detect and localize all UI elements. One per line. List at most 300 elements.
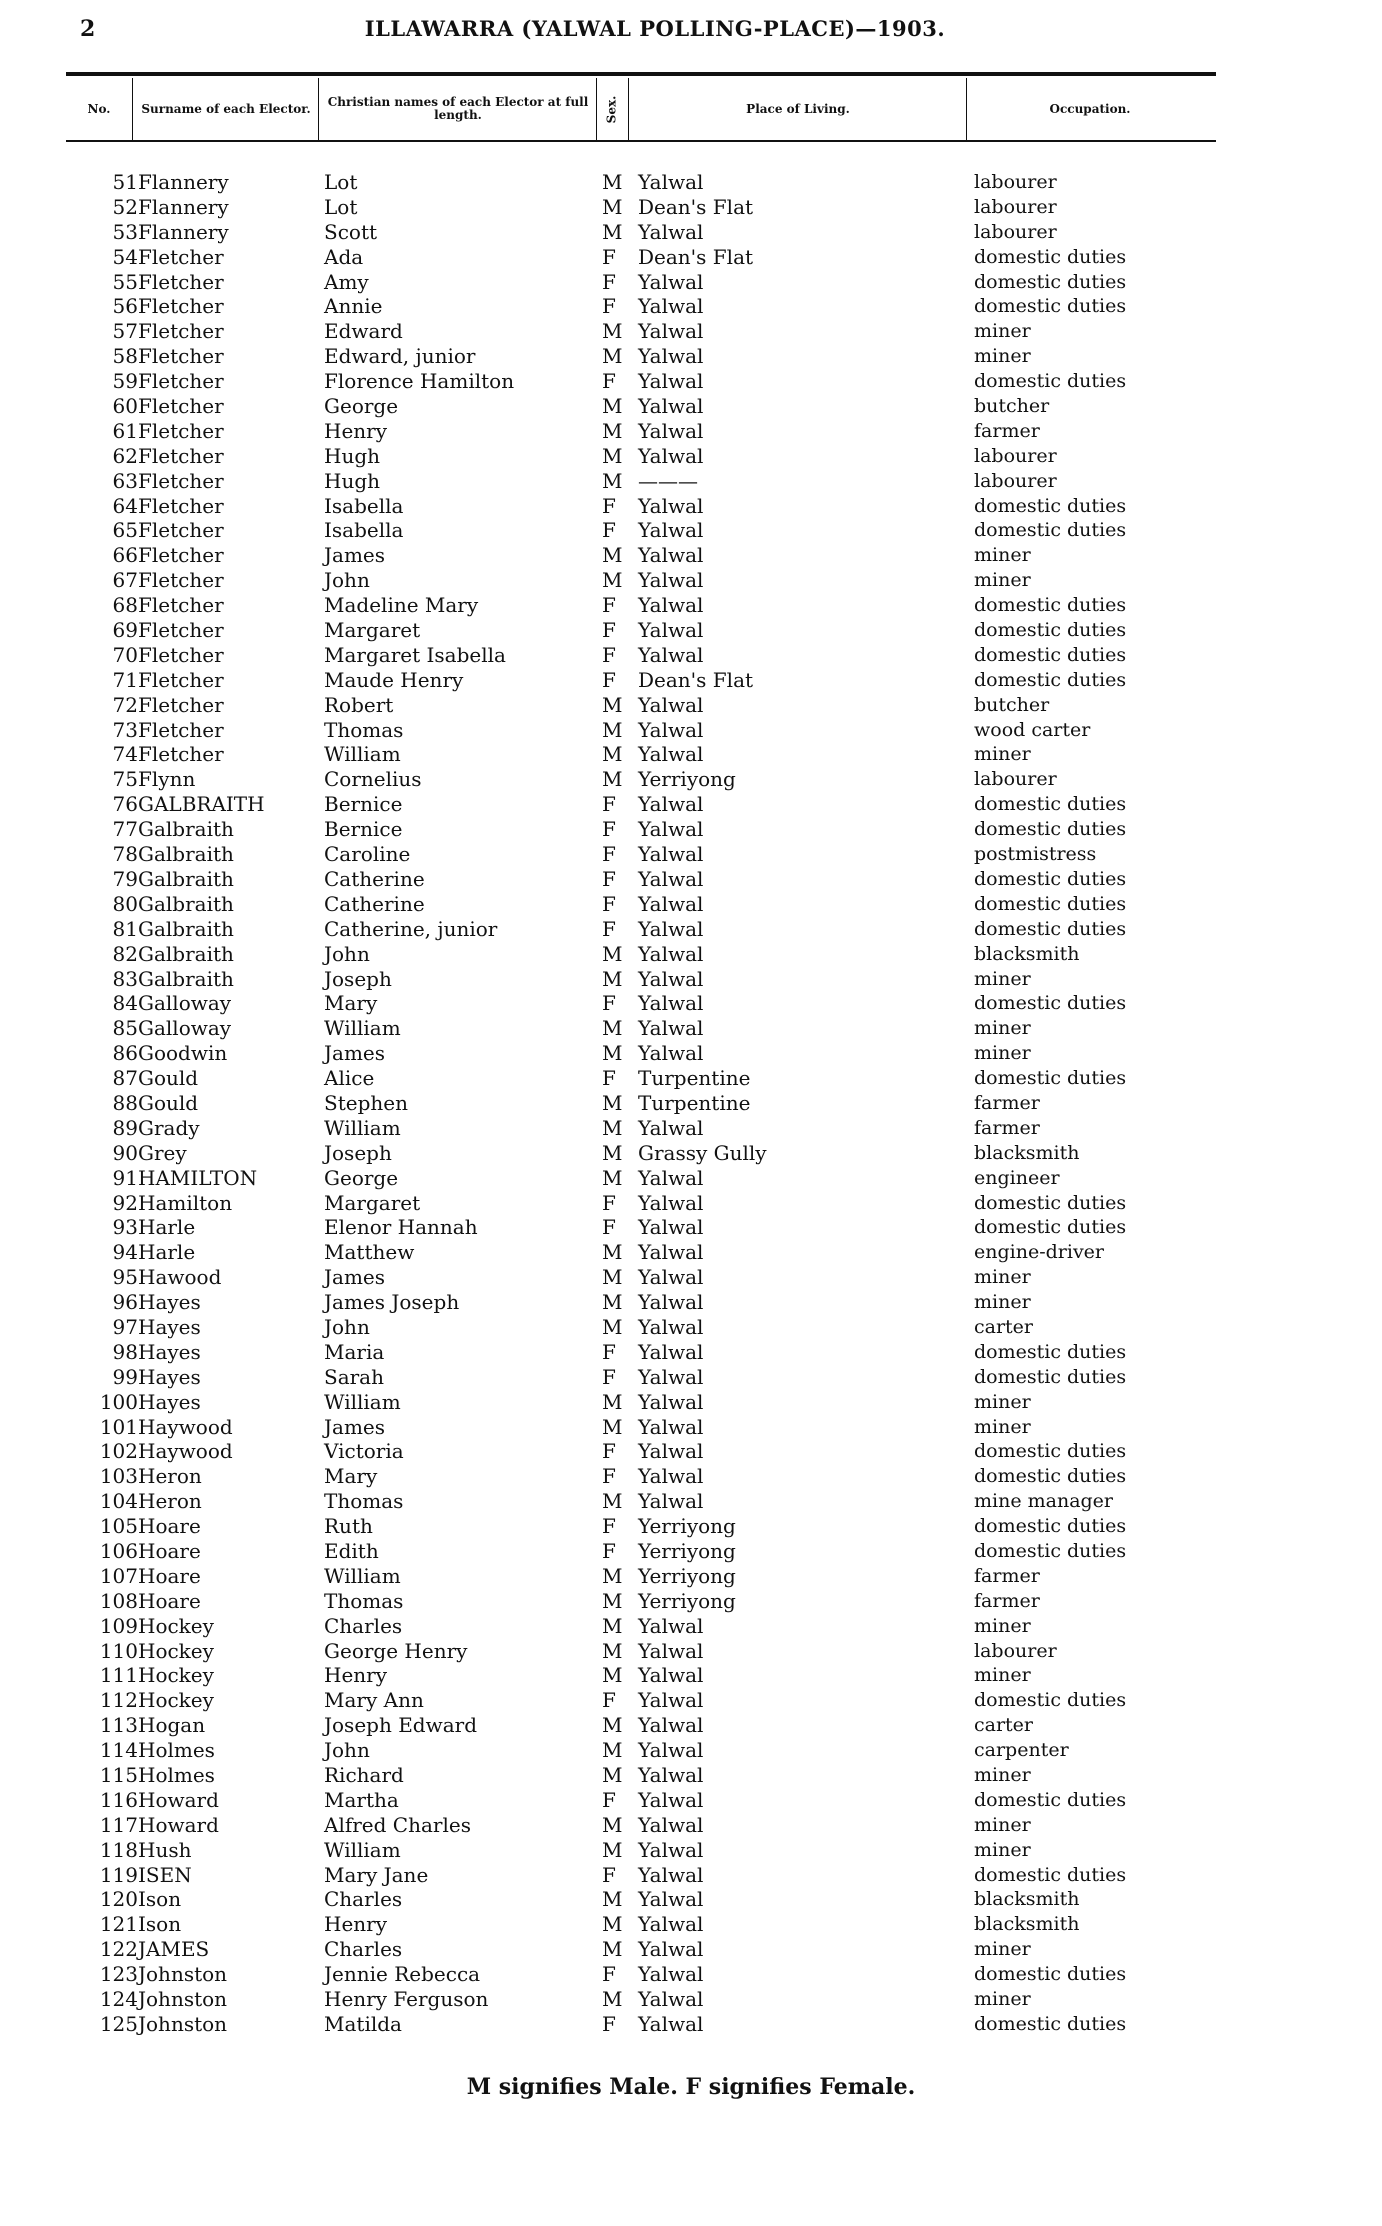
elector-surname: Galloway: [138, 991, 232, 1016]
elector-place-of-living: Yalwal: [638, 418, 704, 443]
col-header-no: No.: [87, 101, 111, 116]
elector-number: 98: [112, 1339, 138, 1364]
elector-surname: Fletcher: [138, 319, 224, 344]
elector-number: 122: [99, 1937, 138, 1962]
elector-number: 99: [112, 1364, 138, 1389]
elector-sex: M: [602, 394, 623, 419]
elector-occupation: domestic duties: [974, 917, 1127, 940]
elector-number: 77: [112, 817, 138, 842]
elector-number: 83: [112, 966, 138, 991]
elector-occupation: miner: [974, 1042, 1031, 1065]
table-row: [66, 543, 1216, 568]
elector-occupation: domestic duties: [974, 867, 1127, 890]
elector-surname: Hockey: [138, 1688, 214, 1713]
elector-christian-names: William: [324, 742, 401, 767]
elector-occupation: miner: [974, 1390, 1031, 1413]
elector-place-of-living: Yalwal: [638, 842, 704, 867]
elector-place-of-living: Yalwal: [638, 1364, 704, 1389]
elector-christian-names: Bernice: [324, 792, 403, 817]
table-row: [66, 1589, 1216, 1614]
elector-place-of-living: Yalwal: [638, 1638, 704, 1663]
elector-occupation: domestic duties: [974, 892, 1127, 915]
elector-place-of-living: Yerriyong: [638, 1588, 736, 1613]
elector-number: 62: [112, 443, 138, 468]
elector-occupation: miner: [974, 967, 1031, 990]
elector-sex: F: [602, 916, 616, 941]
elector-sex: F: [602, 1538, 616, 1563]
elector-christian-names: Joseph: [324, 966, 392, 991]
elector-sex: M: [602, 1489, 623, 1514]
elector-surname: Hawood: [138, 1265, 222, 1290]
elector-place-of-living: Yalwal: [638, 1489, 704, 1514]
elector-surname: Goodwin: [138, 1041, 228, 1066]
elector-number: 125: [99, 2011, 138, 2036]
elector-sex: M: [602, 1290, 623, 1315]
elector-sex: M: [602, 717, 623, 742]
elector-number: 55: [112, 269, 138, 294]
elector-occupation: miner: [974, 1838, 1031, 1861]
elector-christian-names: Margaret Isabella: [324, 642, 506, 667]
elector-surname: JAMES: [138, 1937, 210, 1962]
col-divider: [132, 78, 133, 140]
elector-number: 86: [112, 1041, 138, 1066]
elector-number: 117: [99, 1812, 138, 1837]
elector-surname: Hayes: [138, 1314, 201, 1339]
elector-christian-names: Henry Ferguson: [324, 1987, 489, 2012]
elector-occupation: engine-driver: [974, 1241, 1105, 1264]
elector-occupation: labourer: [974, 195, 1057, 218]
elector-number: 124: [99, 1987, 138, 2012]
elector-sex: F: [602, 618, 616, 643]
elector-occupation: domestic duties: [974, 1689, 1127, 1712]
header-rule: [66, 72, 1216, 76]
elector-christian-names: Lot: [324, 194, 358, 219]
elector-occupation: miner: [974, 1266, 1031, 1289]
elector-sex: M: [602, 468, 623, 493]
elector-number: 116: [99, 1787, 138, 1812]
elector-sex: F: [602, 642, 616, 667]
elector-place-of-living: Yerriyong: [638, 767, 736, 792]
elector-christian-names: James: [324, 543, 386, 568]
elector-occupation: carpenter: [974, 1739, 1069, 1762]
elector-sex: F: [602, 1787, 616, 1812]
elector-place-of-living: Yalwal: [638, 1115, 704, 1140]
elector-place-of-living: Yalwal: [638, 170, 704, 194]
elector-number: 68: [112, 593, 138, 618]
elector-christian-names: Henry: [324, 1912, 388, 1937]
elector-christian-names: Jennie Rebecca: [324, 1962, 481, 1987]
elector-sex: M: [602, 1563, 623, 1588]
table-row: [66, 1564, 1216, 1589]
elector-number: 60: [112, 394, 138, 419]
elector-sex: F: [602, 244, 616, 269]
elector-place-of-living: Yalwal: [638, 1887, 704, 1912]
table-row: [66, 718, 1216, 743]
table-row: [66, 618, 1216, 643]
elector-sex: M: [602, 543, 623, 568]
elector-occupation: miner: [974, 1938, 1031, 1961]
table-row: [66, 1614, 1216, 1639]
elector-number: 105: [99, 1514, 138, 1539]
table-row: [66, 842, 1216, 867]
elector-place-of-living: Yerriyong: [638, 1538, 736, 1563]
elector-occupation: butcher: [974, 693, 1050, 716]
elector-number: 79: [112, 866, 138, 891]
elector-occupation: farmer: [974, 1564, 1040, 1587]
elector-occupation: domestic duties: [974, 793, 1127, 816]
elector-number: 51: [112, 170, 138, 194]
elector-place-of-living: Yalwal: [638, 1937, 704, 1962]
elector-list: [66, 170, 1216, 2037]
elector-sex: M: [602, 1165, 623, 1190]
elector-number: 59: [112, 369, 138, 394]
elector-sex: F: [602, 891, 616, 916]
elector-sex: M: [602, 1663, 623, 1688]
elector-place-of-living: Yalwal: [638, 742, 704, 767]
elector-number: 103: [99, 1464, 138, 1489]
elector-surname: Fletcher: [138, 394, 224, 419]
elector-occupation: domestic duties: [974, 370, 1127, 393]
elector-christian-names: Alice: [324, 1066, 375, 1091]
elector-place-of-living: Yalwal: [638, 717, 704, 742]
elector-place-of-living: Yalwal: [638, 2011, 704, 2036]
table-row: [66, 1315, 1216, 1340]
page-title: ILLAWARRA (YALWAL POLLING-PLACE)—1903.: [364, 16, 946, 41]
elector-sex: M: [602, 1837, 623, 1862]
table-row: [66, 469, 1216, 494]
elector-surname: Fletcher: [138, 692, 224, 717]
elector-surname: Hogan: [138, 1713, 206, 1738]
elector-occupation: miner: [974, 345, 1031, 368]
page-number: 2: [80, 16, 96, 42]
elector-sex: M: [602, 1887, 623, 1912]
table-row: [66, 270, 1216, 295]
elector-number: 92: [112, 1190, 138, 1215]
elector-place-of-living: Grassy Gully: [638, 1140, 767, 1165]
elector-number: 87: [112, 1066, 138, 1091]
table-row: [66, 1489, 1216, 1514]
elector-occupation: labourer: [974, 1639, 1057, 1662]
elector-place-of-living: Yalwal: [638, 294, 704, 319]
elector-number: 85: [112, 1016, 138, 1041]
elector-place-of-living: Yalwal: [638, 568, 704, 593]
elector-occupation: butcher: [974, 395, 1050, 418]
elector-christian-names: Ada: [324, 244, 364, 269]
elector-surname: Hoare: [138, 1563, 201, 1588]
elector-place-of-living: Yalwal: [638, 916, 704, 941]
elector-sex: F: [602, 1464, 616, 1489]
elector-number: 106: [99, 1538, 138, 1563]
elector-place-of-living: Yalwal: [638, 1016, 704, 1041]
elector-number: 95: [112, 1265, 138, 1290]
elector-christian-names: Edith: [324, 1538, 379, 1563]
elector-place-of-living: Yalwal: [638, 1787, 704, 1812]
elector-surname: Haywood: [138, 1439, 233, 1464]
elector-sex: M: [602, 1987, 623, 2012]
elector-christian-names: Alfred Charles: [324, 1812, 471, 1837]
elector-place-of-living: Dean's Flat: [638, 194, 754, 219]
elector-sex: M: [602, 568, 623, 593]
col-divider: [628, 78, 629, 140]
table-row: [66, 792, 1216, 817]
elector-place-of-living: Yalwal: [638, 1738, 704, 1763]
elector-occupation: domestic duties: [974, 1365, 1127, 1388]
elector-sex: M: [602, 418, 623, 443]
page-header: [80, 12, 1230, 56]
table-row: [66, 494, 1216, 519]
elector-sex: F: [602, 1688, 616, 1713]
elector-surname: Hamilton: [138, 1190, 233, 1215]
elector-number: 80: [112, 891, 138, 916]
elector-sex: M: [602, 1738, 623, 1763]
elector-christian-names: John: [324, 568, 370, 593]
table-row: [66, 1016, 1216, 1041]
elector-sex: M: [602, 443, 623, 468]
elector-occupation: domestic duties: [974, 1191, 1127, 1214]
elector-occupation: domestic duties: [974, 643, 1127, 666]
table-row: [66, 1415, 1216, 1440]
elector-surname: Flannery: [138, 194, 229, 219]
elector-number: 74: [112, 742, 138, 767]
table-row: [66, 1439, 1216, 1464]
elector-sex: M: [602, 1115, 623, 1140]
elector-place-of-living: Yalwal: [638, 319, 704, 344]
table-row: [66, 892, 1216, 917]
elector-occupation: miner: [974, 1664, 1031, 1687]
elector-surname: Ison: [138, 1912, 182, 1937]
elector-christian-names: Maude Henry: [324, 667, 464, 692]
elector-place-of-living: Yalwal: [638, 1215, 704, 1240]
elector-surname: Fletcher: [138, 518, 224, 543]
elector-occupation: miner: [974, 1614, 1031, 1637]
elector-number: 97: [112, 1314, 138, 1339]
table-row: [66, 1390, 1216, 1415]
table-row: [66, 1066, 1216, 1091]
table-row: [66, 369, 1216, 394]
elector-number: 102: [99, 1439, 138, 1464]
elector-surname: Galbraith: [138, 891, 234, 916]
col-header-sex: [598, 78, 626, 140]
table-row: [66, 170, 1216, 195]
col-header-sex-label: Sex.: [604, 95, 619, 123]
elector-place-of-living: Yalwal: [638, 394, 704, 419]
elector-sex: M: [602, 1713, 623, 1738]
elector-christian-names: Elenor Hannah: [324, 1215, 478, 1240]
elector-place-of-living: Yalwal: [638, 1812, 704, 1837]
elector-place-of-living: Yalwal: [638, 1987, 704, 2012]
elector-surname: Howard: [138, 1812, 219, 1837]
elector-occupation: engineer: [974, 1166, 1060, 1189]
elector-sex: F: [602, 1339, 616, 1364]
table-row: [66, 1838, 1216, 1863]
elector-surname: Holmes: [138, 1763, 215, 1787]
elector-sex: M: [602, 1414, 623, 1439]
elector-surname: Howard: [138, 1787, 219, 1812]
table-row: [66, 1091, 1216, 1116]
elector-christian-names: Florence Hamilton: [324, 369, 515, 394]
table-row: [66, 1639, 1216, 1664]
elector-place-of-living: Yalwal: [638, 1165, 704, 1190]
elector-christian-names: James: [324, 1265, 386, 1290]
elector-surname: Hockey: [138, 1638, 214, 1663]
table-row: [66, 1863, 1216, 1888]
elector-surname: Fletcher: [138, 443, 224, 468]
elector-number: 115: [99, 1763, 138, 1787]
elector-place-of-living: Yalwal: [638, 1962, 704, 1987]
elector-sex: F: [602, 1962, 616, 1987]
elector-christian-names: Victoria: [324, 1439, 404, 1464]
elector-number: 108: [99, 1588, 138, 1613]
table-row: [66, 1265, 1216, 1290]
table-row: [66, 1688, 1216, 1713]
elector-christian-names: Mary: [324, 1464, 378, 1489]
elector-surname: Grady: [138, 1115, 200, 1140]
elector-surname: Flannery: [138, 219, 229, 244]
elector-christian-names: James: [324, 1414, 386, 1439]
elector-place-of-living: Yerriyong: [638, 1514, 736, 1539]
elector-occupation: domestic duties: [974, 1963, 1127, 1986]
elector-occupation: domestic duties: [974, 818, 1127, 841]
elector-sex: F: [602, 1190, 616, 1215]
elector-occupation: domestic duties: [974, 1465, 1127, 1488]
elector-occupation: farmer: [974, 1116, 1040, 1139]
elector-christian-names: Robert: [324, 692, 394, 717]
elector-number: 111: [99, 1663, 138, 1688]
elector-surname: Heron: [138, 1489, 202, 1514]
elector-sex: F: [602, 593, 616, 618]
elector-surname: Galbraith: [138, 966, 234, 991]
elector-christian-names: Margaret: [324, 618, 421, 643]
elector-surname: Hayes: [138, 1290, 201, 1315]
elector-surname: Galbraith: [138, 866, 234, 891]
elector-sex: M: [602, 1140, 623, 1165]
elector-number: 58: [112, 344, 138, 369]
elector-place-of-living: ———: [638, 468, 698, 493]
elector-christian-names: John: [324, 1314, 370, 1339]
elector-occupation: blacksmith: [974, 1888, 1080, 1911]
table-row: [66, 1663, 1216, 1688]
elector-occupation: farmer: [974, 1589, 1040, 1612]
elector-sex: F: [602, 1439, 616, 1464]
col-header-occupation: Occupation.: [1049, 101, 1131, 116]
elector-number: 81: [112, 916, 138, 941]
elector-christian-names: William: [324, 1389, 401, 1414]
elector-sex: M: [602, 170, 623, 194]
elector-surname: Fletcher: [138, 618, 224, 643]
elector-place-of-living: Turpentine: [638, 1090, 751, 1115]
elector-sex: F: [602, 1215, 616, 1240]
elector-surname: Harle: [138, 1215, 196, 1240]
elector-number: 110: [99, 1638, 138, 1663]
elector-sex: F: [602, 294, 616, 319]
elector-occupation: labourer: [974, 444, 1057, 467]
elector-occupation: domestic duties: [974, 519, 1127, 542]
elector-place-of-living: Yalwal: [638, 269, 704, 294]
elector-sex: M: [602, 941, 623, 966]
elector-sex: M: [602, 1090, 623, 1115]
elector-occupation: domestic duties: [974, 1340, 1127, 1363]
elector-number: 100: [99, 1389, 138, 1414]
elector-number: 93: [112, 1215, 138, 1240]
elector-place-of-living: Yalwal: [638, 1190, 704, 1215]
elector-surname: Galbraith: [138, 916, 234, 941]
elector-occupation: mine manager: [974, 1490, 1114, 1513]
elector-place-of-living: Yalwal: [638, 692, 704, 717]
table-row: [66, 742, 1216, 767]
elector-christian-names: George: [324, 394, 399, 419]
elector-occupation: domestic duties: [974, 295, 1127, 318]
table-row: [66, 1141, 1216, 1166]
elector-christian-names: Charles: [324, 1887, 403, 1912]
elector-number: 65: [112, 518, 138, 543]
elector-place-of-living: Yalwal: [638, 966, 704, 991]
elector-christian-names: Caroline: [324, 842, 411, 867]
elector-christian-names: Joseph Edward: [324, 1713, 478, 1738]
elector-christian-names: Richard: [324, 1763, 404, 1787]
elector-place-of-living: Yalwal: [638, 1290, 704, 1315]
elector-surname: Harle: [138, 1240, 196, 1265]
elector-surname: HAMILTON: [138, 1165, 258, 1190]
col-header-surname: Surname of each Elector.: [141, 101, 311, 116]
table-row: [66, 245, 1216, 270]
table-row: [66, 195, 1216, 220]
elector-number: 82: [112, 941, 138, 966]
elector-number: 78: [112, 842, 138, 867]
elector-occupation: domestic duties: [974, 270, 1127, 293]
elector-christian-names: Annie: [324, 294, 383, 319]
elector-surname: Galbraith: [138, 817, 234, 842]
elector-sex: M: [602, 1314, 623, 1339]
col-divider: [596, 78, 597, 140]
elector-place-of-living: Yalwal: [638, 991, 704, 1016]
elector-sex: M: [602, 742, 623, 767]
elector-occupation: carter: [974, 1714, 1034, 1737]
elector-sex: M: [602, 344, 623, 369]
elector-place-of-living: Yalwal: [638, 1314, 704, 1339]
elector-christian-names: Mary Ann: [324, 1688, 424, 1713]
elector-place-of-living: Yalwal: [638, 1414, 704, 1439]
elector-surname: Hockey: [138, 1663, 214, 1688]
elector-sex: F: [602, 842, 616, 867]
elector-christian-names: Maria: [324, 1339, 385, 1364]
elector-occupation: domestic duties: [974, 1515, 1127, 1538]
elector-occupation: domestic duties: [974, 1788, 1127, 1811]
elector-place-of-living: Yalwal: [638, 817, 704, 842]
elector-christian-names: Thomas: [324, 1588, 404, 1613]
elector-occupation: domestic duties: [974, 594, 1127, 617]
elector-sex: F: [602, 1862, 616, 1887]
elector-occupation: miner: [974, 1291, 1031, 1314]
elector-christian-names: William: [324, 1115, 401, 1140]
elector-place-of-living: Dean's Flat: [638, 667, 754, 692]
elector-number: 91: [112, 1165, 138, 1190]
elector-christian-names: Catherine, junior: [324, 916, 498, 941]
col-header-christian: Christian names of each Elector at full length.: [327, 95, 589, 122]
elector-sex: M: [602, 319, 623, 344]
elector-christian-names: George: [324, 1165, 399, 1190]
table-row: [66, 1713, 1216, 1738]
table-row: [66, 693, 1216, 718]
elector-number: 73: [112, 717, 138, 742]
elector-place-of-living: Yalwal: [638, 369, 704, 394]
elector-number: 120: [99, 1887, 138, 1912]
elector-occupation: labourer: [974, 220, 1057, 243]
table-row: [66, 2012, 1216, 2037]
table-row: [66, 1813, 1216, 1838]
elector-surname: Johnston: [138, 2011, 228, 2036]
elector-place-of-living: Yalwal: [638, 593, 704, 618]
elector-occupation: farmer: [974, 1091, 1040, 1114]
